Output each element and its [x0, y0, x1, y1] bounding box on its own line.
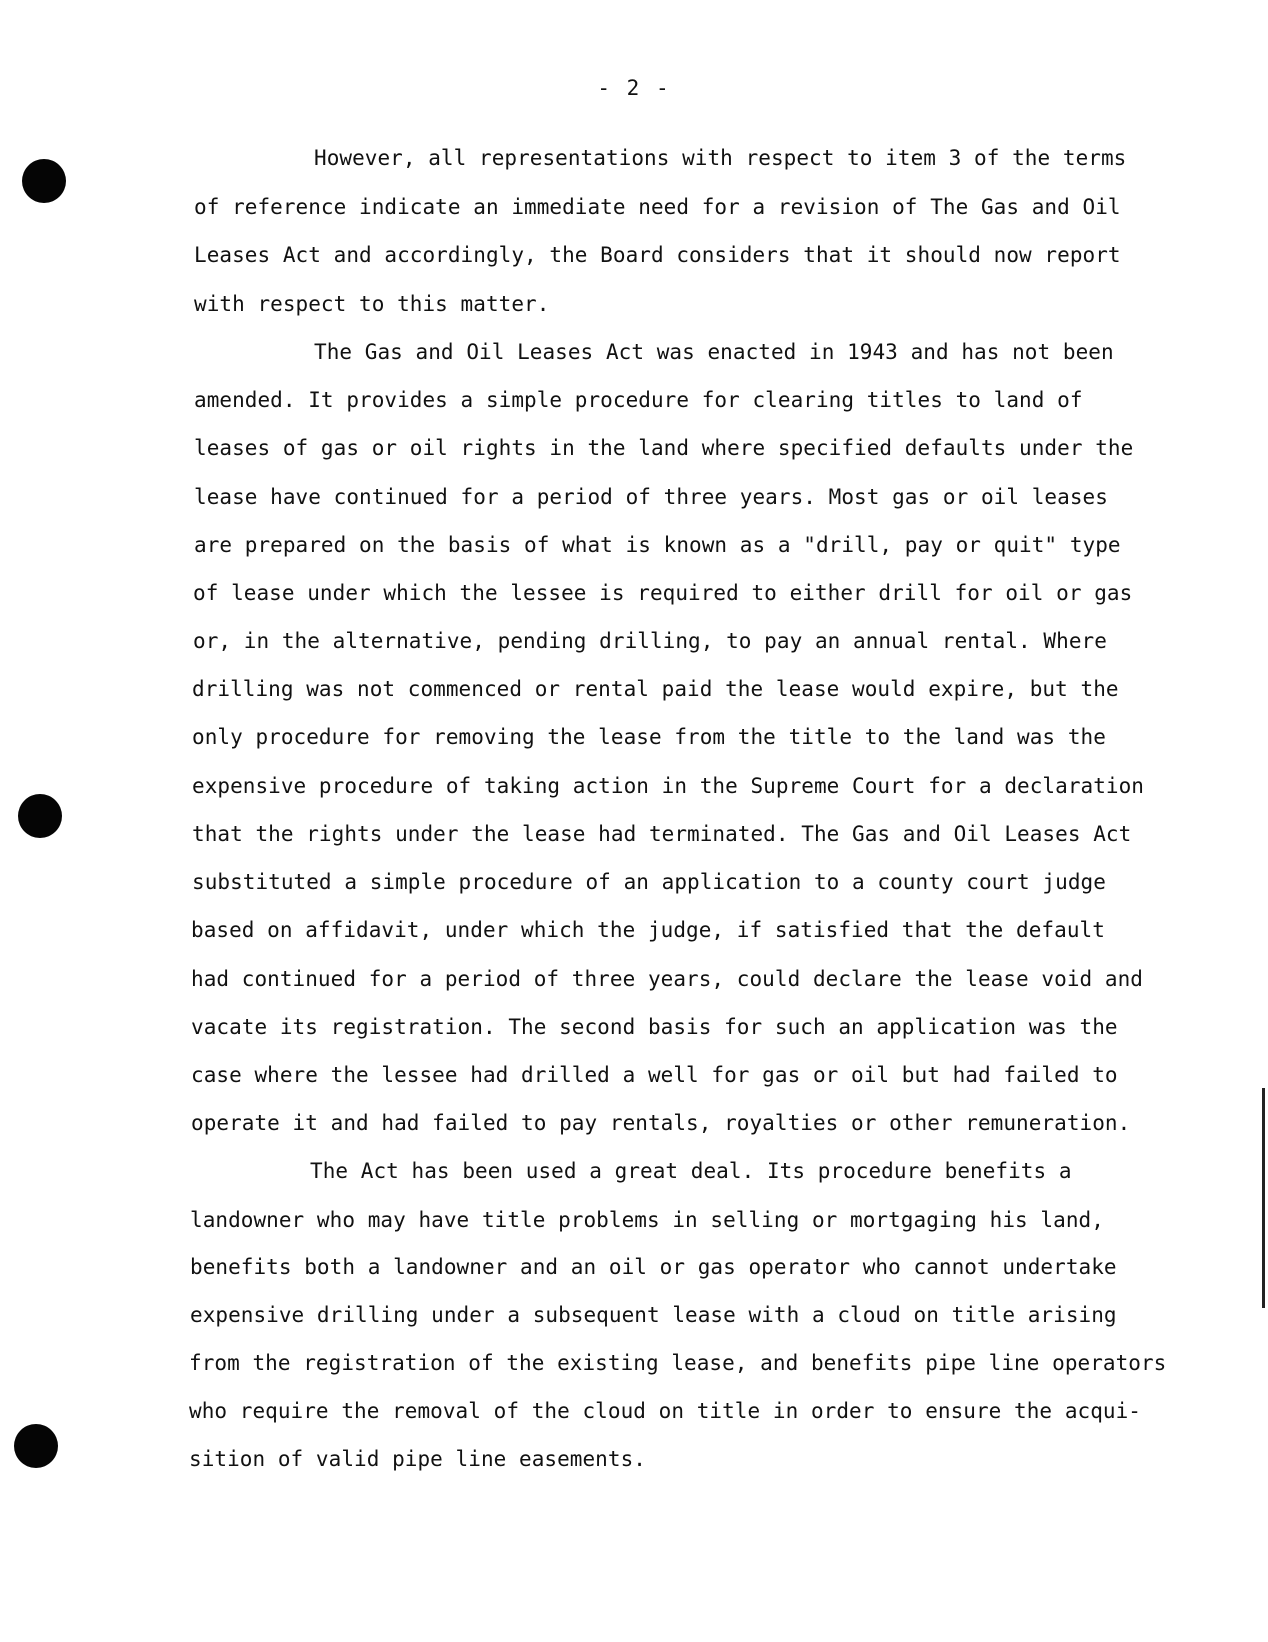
paragraph-2-line: that the rights under the lease had terminated. The Gas and Oil Leases Act [192, 822, 1132, 846]
punch-hole-icon [22, 159, 66, 203]
paragraph-3-line: landowner who may have title problems in selling or mortgaging his land, [190, 1208, 1104, 1232]
paragraph-2-line: leases of gas or oil rights in the land where specified defaults under the [194, 436, 1134, 460]
paragraph-2-line: vacate its registration. The second basis for such an application was the [191, 1015, 1118, 1039]
paragraph-3-line: The Act has been used a great deal. Its procedure benefits a [310, 1159, 1072, 1183]
margin-edge-mark [1262, 1088, 1265, 1308]
paragraph-2-line: only procedure for removing the lease from the title to the land was the [192, 725, 1106, 749]
paragraph-3-line: who require the removal of the cloud on title in order to ensure the acqui- [189, 1399, 1141, 1423]
paragraph-3-line: from the registration of the existing lease, and benefits pipe line operators [189, 1351, 1167, 1375]
paragraph-2-line: operate it and had failed to pay rentals, royalties or other remuneration. [191, 1111, 1131, 1135]
paragraph-2-line: expensive procedure of taking action in the Supreme Court for a declaration [192, 774, 1144, 798]
paragraph-1-line: with respect to this matter. [194, 292, 550, 316]
paragraph-2-line: case where the lessee had drilled a well for gas or oil but had failed to [191, 1063, 1118, 1087]
paragraph-3-line: benefits both a landowner and an oil or gas operator who cannot undertake [190, 1255, 1117, 1279]
paragraph-1-line: Leases Act and accordingly, the Board considers that it should now report [194, 243, 1121, 267]
punch-hole-icon [18, 794, 62, 838]
paragraph-2-line: based on affidavit, under which the judge, if satisfied that the default [191, 918, 1105, 942]
paragraph-2-line: The Gas and Oil Leases Act was enacted in 1943 and has not been [314, 340, 1114, 364]
paragraph-1-line: of reference indicate an immediate need for a revision of The Gas and Oil [194, 195, 1121, 219]
paragraph-2-line: are prepared on the basis of what is known as a "drill, pay or quit" type [194, 533, 1121, 557]
paragraph-1-line: However, all representations with respect to item 3 of the terms [314, 146, 1127, 170]
page-number: - 2 - [597, 76, 671, 100]
paragraph-2-line: amended. It provides a simple procedure for clearing titles to land of [194, 388, 1083, 412]
paragraph-2-line: or, in the alternative, pending drilling, to pay an annual rental. Where [193, 629, 1107, 653]
paragraph-2-line: lease have continued for a period of three years. Most gas or oil leases [194, 485, 1108, 509]
paragraph-3-line: sition of valid pipe line easements. [189, 1447, 646, 1471]
punch-hole-icon [14, 1424, 58, 1468]
paragraph-3-line: expensive drilling under a subsequent lease with a cloud on title arising [190, 1303, 1117, 1327]
paragraph-2-line: of lease under which the lessee is required to either drill for oil or gas [193, 581, 1133, 605]
paragraph-2-line: had continued for a period of three years, could declare the lease void and [191, 967, 1143, 991]
paragraph-2-line: drilling was not commenced or rental paid the lease would expire, but the [192, 677, 1119, 701]
paragraph-2-line: substituted a simple procedure of an application to a county court judge [192, 870, 1106, 894]
